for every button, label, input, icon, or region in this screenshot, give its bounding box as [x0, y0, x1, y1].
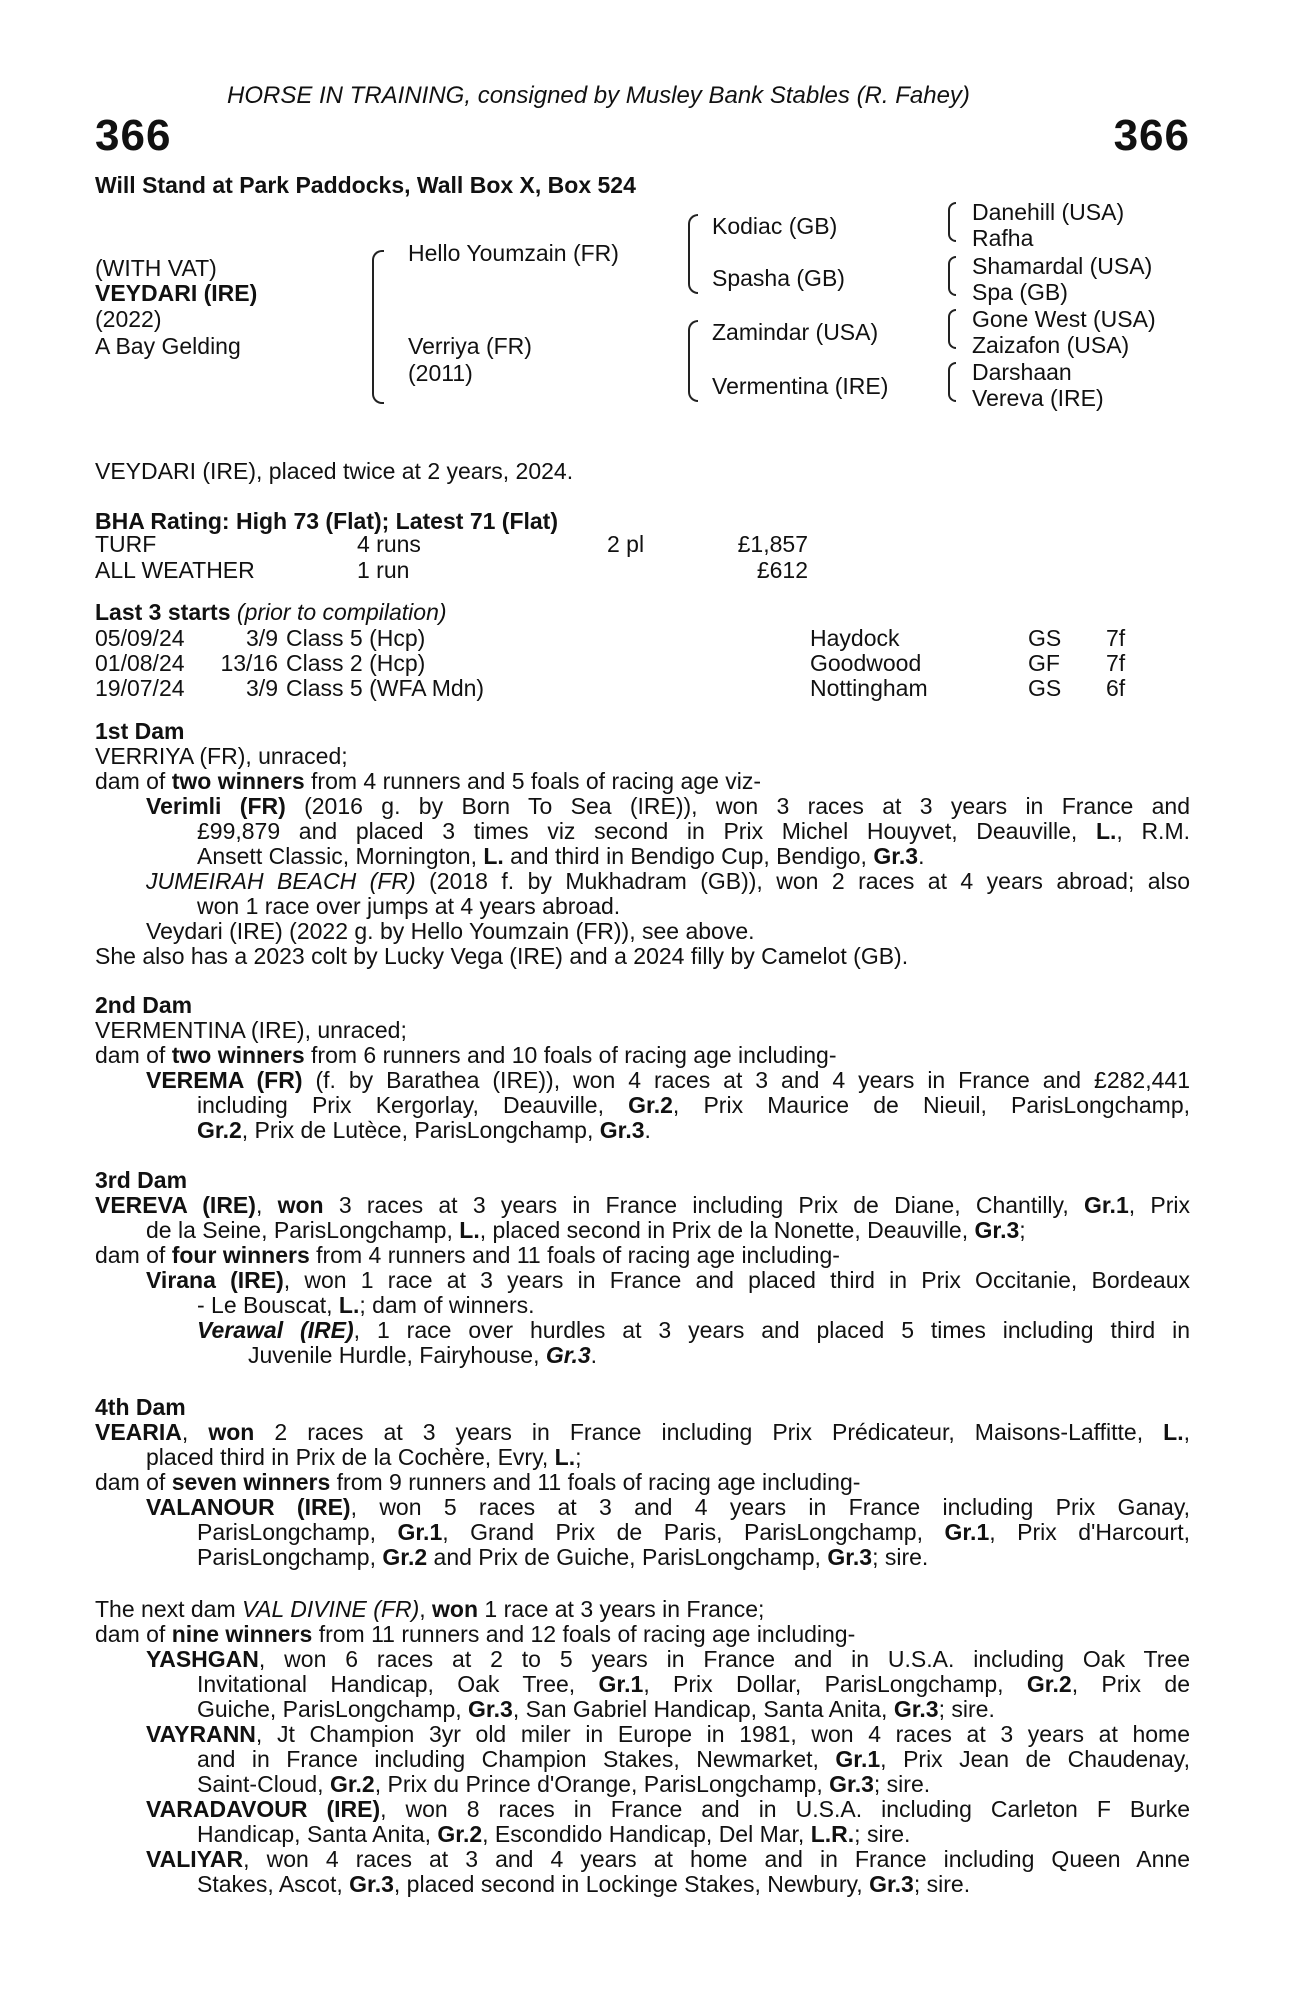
progeny-name: Verawal (IRE) — [197, 1317, 354, 1343]
line — [146, 1647, 1190, 1672]
grade: Gr.3 — [869, 1871, 914, 1897]
dam3-line2 — [146, 1218, 1026, 1243]
winners-count: two winners — [171, 768, 305, 794]
dam4-heading: 4th Dam — [95, 1394, 186, 1420]
grade: L.R. — [810, 1821, 855, 1847]
dam1-progeny-1-cont — [197, 819, 1190, 869]
grade: Gr.3 — [545, 1342, 591, 1368]
turf-prize: £1,857 — [737, 531, 808, 557]
gen3-bracket-4 — [948, 362, 956, 402]
sire-sire: Kodiac (GB) — [712, 213, 838, 239]
text: , Prix d'Harcourt, — [989, 1519, 1190, 1545]
dam4-line2 — [146, 1445, 582, 1470]
text: ; sire. — [873, 1771, 931, 1797]
line — [146, 869, 1190, 894]
text: - Le Bouscat, — [197, 1292, 339, 1318]
sire: Hello Youmzain (FR) — [408, 240, 619, 266]
dam3-progeny-2 — [197, 1318, 1190, 1343]
winners-count: four winners — [171, 1242, 310, 1268]
dam5-line1 — [95, 1597, 764, 1622]
dam3-progeny-2-cont — [248, 1343, 597, 1368]
progeny-name: Virana (IRE) — [146, 1267, 284, 1293]
dam1-progeny-2 — [146, 869, 1190, 894]
text: ; dam of winners. — [359, 1292, 535, 1318]
grade: L. — [483, 843, 504, 869]
text: , 1 race over hurdles at 3 years and placed 5 times including third in — [353, 1317, 1190, 1343]
dam4-line3 — [95, 1470, 860, 1495]
dam5-line2 — [95, 1622, 855, 1647]
text: . — [644, 1117, 651, 1143]
varadavour-cont — [197, 1822, 910, 1847]
won: won — [277, 1192, 324, 1218]
grade: Gr.2 — [628, 1092, 673, 1118]
valiyar-cont — [197, 1872, 970, 1897]
dam4-progeny — [146, 1495, 1190, 1520]
start-dist-1: 7f — [1106, 625, 1126, 651]
yashgan — [146, 1647, 1190, 1672]
text: , Prix de Lutèce, ParisLongchamp, — [241, 1117, 600, 1143]
start-dist-3: 6f — [1106, 675, 1126, 701]
text: , — [181, 1419, 209, 1445]
horse-description: A Bay Gelding — [95, 333, 241, 359]
grade: Gr.1 — [598, 1671, 644, 1697]
dam3-heading: 3rd Dam — [95, 1167, 188, 1193]
dam-name: VEARIA — [95, 1419, 182, 1445]
text: ; sire. — [938, 1696, 995, 1722]
dam1-progeny-2-cont: won 1 race over jumps at 4 years abroad. — [197, 893, 621, 919]
line — [95, 1420, 1190, 1445]
text: dam of — [95, 1621, 172, 1647]
text: , won 8 races in France and in U.S.A. including Carleton F Burke — [380, 1796, 1190, 1822]
race-summary: VEYDARI (IRE), placed twice at 2 years, 2024. — [95, 458, 574, 484]
grade: Gr.3 — [349, 1871, 394, 1897]
aw-runs: 1 run — [357, 557, 410, 583]
turf-label: TURF — [95, 531, 157, 557]
start-pos-3: 3/9 — [246, 675, 278, 701]
dam3-line3 — [95, 1243, 840, 1268]
text: dam of — [95, 1042, 172, 1068]
text: dam of — [95, 1242, 172, 1268]
text: ParisLongchamp, — [197, 1544, 383, 1570]
lot-number-left: 366 — [95, 111, 172, 160]
grade: Gr.3 — [468, 1696, 513, 1722]
dam-sire-sire: Gone West (USA) — [972, 306, 1156, 332]
grade: Gr.2 — [382, 1544, 428, 1570]
grade: L. — [1163, 1419, 1184, 1445]
line — [146, 1495, 1190, 1520]
progeny-name: Verimli (FR) — [146, 793, 286, 819]
grade: L. — [554, 1444, 576, 1470]
varadavour — [146, 1797, 1190, 1822]
start-date-2: 01/08/24 — [95, 650, 185, 676]
text: , Prix Jean de Chaudenay, — [880, 1746, 1190, 1772]
text: placed third in Prix de la Cochère, Evry, — [146, 1444, 555, 1470]
line — [197, 1772, 1190, 1797]
dam-name: VAL DIVINE (FR) — [242, 1596, 420, 1622]
text: Guiche, ParisLongchamp, — [197, 1696, 469, 1722]
grade: Gr.2 — [1026, 1671, 1072, 1697]
dam2-line2 — [95, 1043, 837, 1068]
text: , Grand Prix de Paris, ParisLongchamp, — [442, 1519, 945, 1545]
text: 1 race at 3 years in France; — [478, 1596, 765, 1622]
dam3-line1 — [95, 1193, 1190, 1218]
text: , placed second in Lockinge Stakes, Newbury, — [393, 1871, 870, 1897]
vat-note: (WITH VAT) — [95, 255, 217, 281]
dam1-foals-note: She also has a 2023 colt by Lucky Vega (IRE) and a 2024 filly by Camelot (GB). — [95, 943, 909, 969]
start-pos-2: 13/16 — [220, 650, 278, 676]
text: , Prix Maurice de Nieuil, ParisLongchamp, — [672, 1092, 1190, 1118]
text: Stakes, Ascot, — [197, 1871, 350, 1897]
progeny-name: VALIYAR — [146, 1846, 244, 1872]
text: , — [255, 1192, 278, 1218]
text: , Prix Dollar, ParisLongchamp, — [643, 1671, 1027, 1697]
valiyar — [146, 1847, 1190, 1872]
grade: Gr.2 — [197, 1117, 242, 1143]
dam-dam-sire: Darshaan — [972, 359, 1072, 385]
progeny-name: YASHGAN — [146, 1646, 259, 1672]
last-starts-label: Last 3 starts — [95, 599, 231, 625]
dam1-line1: VERRIYA (FR), unraced; — [95, 743, 348, 769]
text: from 4 runners and 11 foals of racing age including- — [309, 1242, 840, 1268]
start-class-3: Class 5 (WFA Mdn) — [286, 675, 485, 701]
grade: Gr.3 — [974, 1217, 1020, 1243]
dam4-progeny-cont — [197, 1520, 1190, 1570]
text: , won 6 races at 2 to 5 years in France and in U.S.A. including Oak Tree — [258, 1646, 1190, 1672]
text: including Prix Kergorlay, Deauville, — [197, 1092, 629, 1118]
vayrann-cont — [197, 1747, 1190, 1797]
progeny-name: JUMEIRAH BEACH (FR) — [146, 868, 416, 894]
aw-prize: £612 — [756, 557, 808, 583]
gen3-bracket-2 — [948, 256, 956, 296]
text: and in France including Champion Stakes, Newmarket, — [197, 1746, 836, 1772]
text: Ansett Classic, Mornington, — [197, 843, 484, 869]
text: dam of — [95, 1469, 172, 1495]
text: Juvenile Hurdle, Fairyhouse, — [248, 1342, 546, 1368]
text: ; — [1019, 1217, 1026, 1243]
dam1-progeny-3: Veydari (IRE) (2022 g. by Hello Youmzain (FR)), see above. — [146, 918, 755, 944]
dam-year: (2011) — [408, 360, 473, 386]
sire-dam: Spasha (GB) — [712, 265, 845, 291]
aw-label: ALL WEATHER — [95, 557, 255, 583]
sire-sire-dam: Rafha — [972, 225, 1034, 251]
grade: Gr.1 — [835, 1746, 881, 1772]
start-course-1: Haydock — [810, 625, 900, 651]
text: , Jt Champion 3yr old miler in Europe in 1981, won 4 races at 3 years at home — [255, 1721, 1190, 1747]
dam3-progeny-1-cont — [197, 1293, 535, 1318]
dam-dam: Vermentina (IRE) — [712, 373, 889, 399]
text: . — [590, 1342, 598, 1368]
line — [146, 794, 1190, 819]
sire-dam-sire: Shamardal (USA) — [972, 253, 1153, 279]
line — [146, 1068, 1190, 1093]
winners-count: nine winners — [171, 1621, 313, 1647]
line — [197, 1318, 1190, 1343]
text: , R.M. — [1116, 818, 1190, 844]
grade: Gr.1 — [397, 1519, 443, 1545]
grade: Gr.3 — [873, 843, 919, 869]
dam2-line1: VERMENTINA (IRE), unraced; — [95, 1017, 407, 1043]
line — [197, 819, 1190, 844]
dam4-line1 — [95, 1420, 1190, 1445]
line — [197, 1520, 1190, 1545]
grade: Gr.2 — [329, 1771, 375, 1797]
dam1-progeny-1 — [146, 794, 1190, 819]
dam: Verriya (FR) — [408, 333, 532, 359]
start-date-1: 05/09/24 — [95, 625, 185, 651]
dam2-progeny-cont — [197, 1093, 1190, 1143]
line — [146, 1847, 1190, 1872]
text: (2016 g. by Born To Sea (IRE)), won 3 races at 3 years in France and — [285, 793, 1190, 819]
progeny-name: VARADAVOUR (IRE) — [146, 1796, 381, 1822]
text: ParisLongchamp, — [197, 1519, 398, 1545]
line — [197, 1118, 1190, 1143]
dam-name: VEREVA (IRE) — [95, 1192, 256, 1218]
turf-placed: 2 pl — [607, 531, 645, 557]
text: dam of — [95, 768, 172, 794]
text: from 11 runners and 12 foals of racing age including- — [312, 1621, 856, 1647]
consignment-header: HORSE IN TRAINING, consigned by Musley Bank Stables (R. Fahey) — [227, 82, 970, 109]
text: (f. by Barathea (IRE)), won 4 races at 3 and 4 years in France and £282,441 — [302, 1067, 1190, 1093]
text: 3 races at 3 years in France including Prix de Diane, Chantilly, — [323, 1192, 1084, 1218]
text: from 4 runners and 5 foals of racing age viz- — [304, 768, 762, 794]
grade: Gr.3 — [827, 1544, 873, 1570]
dam3-progeny-1 — [146, 1268, 1190, 1293]
horse-name: VEYDARI (IRE) — [95, 280, 258, 306]
text: de la Seine, ParisLongchamp, — [146, 1217, 460, 1243]
grade: Gr.3 — [893, 1696, 939, 1722]
sire-dam-dam: Spa (GB) — [972, 279, 1068, 305]
text: 2 races at 3 years in France including Prix Prédicateur, Maisons-Laffitte, — [254, 1419, 1164, 1445]
line — [146, 1268, 1190, 1293]
sire-sire-sire: Danehill (USA) — [972, 199, 1125, 225]
grade: L. — [1095, 818, 1117, 844]
dam-dam-dam: Vereva (IRE) — [972, 385, 1104, 411]
grade: L. — [459, 1217, 480, 1243]
start-dist-2: 7f — [1106, 650, 1126, 676]
won: won — [208, 1419, 255, 1445]
start-pos-1: 3/9 — [246, 625, 278, 651]
text: , Prix de — [1071, 1671, 1190, 1697]
progeny-name: VAYRANN — [146, 1721, 256, 1747]
line — [197, 1747, 1190, 1772]
start-class-2: Class 2 (Hcp) — [286, 650, 426, 676]
text: (2018 f. by Mukhadram (GB)), won 2 races at 4 years abroad; also — [415, 868, 1190, 894]
dam1-heading: 1st Dam — [95, 718, 185, 744]
winners-count: seven winners — [171, 1469, 331, 1495]
text: from 6 runners and 10 foals of racing age including- — [304, 1042, 837, 1068]
last-starts-note: (prior to compilation) — [236, 599, 447, 625]
text: , placed second in Prix de la Nonette, Deauville, — [479, 1217, 975, 1243]
text: Invitational Handicap, Oak Tree, — [197, 1671, 599, 1697]
line — [197, 1093, 1190, 1118]
dam2-progeny — [146, 1068, 1190, 1093]
grade: Gr.3 — [829, 1771, 874, 1797]
text: . — [918, 843, 925, 869]
sire-bracket — [688, 214, 698, 294]
progeny-name: VALANOUR (IRE) — [146, 1494, 351, 1520]
grade: Gr.1 — [1083, 1192, 1129, 1218]
start-going-2: GF — [1028, 650, 1060, 676]
start-course-2: Goodwood — [810, 650, 922, 676]
line — [197, 1545, 1190, 1570]
progeny-name: VEREMA (FR) — [146, 1067, 303, 1093]
won: won — [432, 1596, 479, 1622]
turf-runs: 4 runs — [357, 531, 421, 557]
start-date-3: 19/07/24 — [95, 675, 185, 701]
line — [197, 1672, 1190, 1697]
line — [146, 1722, 1190, 1747]
text: , San Gabriel Handicap, Santa Anita, — [512, 1696, 894, 1722]
text: , Prix du Prince d'Orange, ParisLongchamp, — [374, 1771, 830, 1797]
text: , — [1183, 1419, 1191, 1445]
text: , Escondido Handicap, Del Mar, — [482, 1821, 811, 1847]
line — [197, 1697, 1190, 1722]
line — [95, 1193, 1190, 1218]
line — [197, 844, 1190, 869]
text: , Prix — [1128, 1192, 1191, 1218]
gen3-bracket-3 — [948, 309, 956, 349]
lot-number-right: 366 — [1113, 111, 1190, 160]
text: Handicap, Santa Anita, — [197, 1821, 438, 1847]
text: £99,879 and placed 3 times viz second in Prix Michel Houyvet, Deauville, — [197, 818, 1096, 844]
gen3-bracket-1 — [948, 202, 956, 242]
grade: Gr.2 — [437, 1821, 483, 1847]
dam-sire-dam: Zaizafon (USA) — [972, 332, 1130, 358]
pedigree-bracket — [372, 250, 384, 404]
text: and Prix de Guiche, ParisLongchamp, — [427, 1544, 828, 1570]
text: ; sire. — [913, 1871, 971, 1897]
text: , — [419, 1596, 433, 1622]
text: and third in Bendigo Cup, Bendigo, — [503, 843, 874, 869]
yashgan-cont — [197, 1672, 1190, 1722]
text: , won 4 races at 3 and 4 years at home and in France including Queen Anne — [243, 1846, 1190, 1872]
text: , won 5 races at 3 and 4 years in France including Prix Ganay, — [350, 1494, 1191, 1520]
dam-sire: Zamindar (USA) — [712, 319, 879, 345]
dam1-line2 — [95, 769, 761, 794]
text: , won 1 race at 3 years in France and placed third in Prix Occitanie, Bordeaux — [283, 1267, 1190, 1293]
start-class-1: Class 5 (Hcp) — [286, 625, 426, 651]
text: ; sire. — [872, 1544, 929, 1570]
grade: L. — [338, 1292, 360, 1318]
text: from 9 runners and 11 foals of racing age including- — [330, 1469, 861, 1495]
grade: Gr.1 — [944, 1519, 990, 1545]
line — [146, 1797, 1190, 1822]
grade: Gr.3 — [599, 1117, 645, 1143]
last-starts-title — [95, 600, 447, 625]
text: The next dam — [95, 1596, 243, 1622]
vayrann — [146, 1722, 1190, 1747]
start-going-1: GS — [1028, 625, 1062, 651]
stand-location: Will Stand at Park Paddocks, Wall Box X, Box 524 — [95, 172, 636, 198]
text: Saint-Cloud, — [197, 1771, 330, 1797]
text: ; sire. — [854, 1821, 911, 1847]
bha-rating: BHA Rating: High 73 (Flat); Latest 71 (Flat) — [95, 508, 558, 534]
start-going-3: GS — [1028, 675, 1062, 701]
horse-year: (2022) — [95, 306, 162, 332]
start-course-3: Nottingham — [810, 675, 928, 701]
text: ; — [575, 1444, 582, 1470]
winners-count: two winners — [171, 1042, 305, 1068]
dam2-heading: 2nd Dam — [95, 992, 193, 1018]
dam-bracket — [688, 320, 698, 402]
